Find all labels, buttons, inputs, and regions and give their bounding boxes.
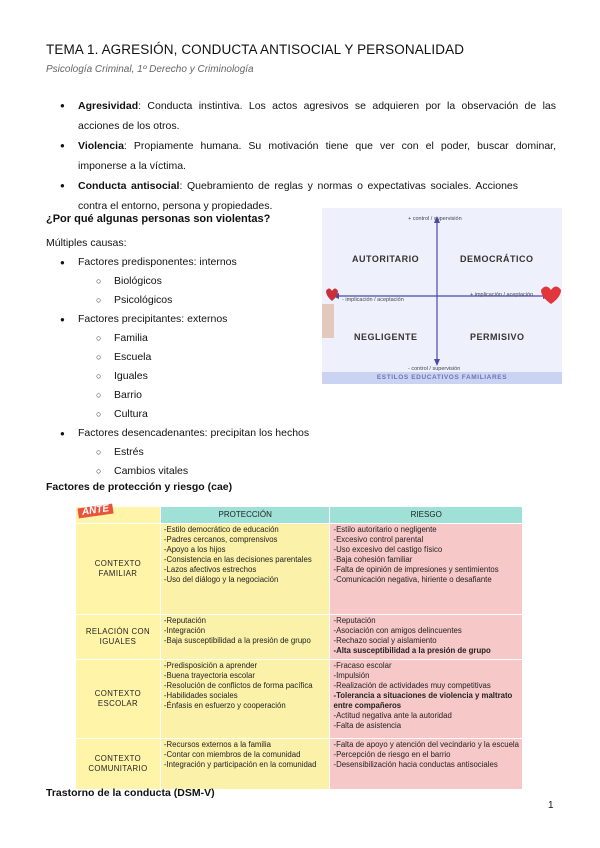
quadrant-democratic: DEMOCRÁTICO bbox=[460, 254, 534, 264]
protection-cell: -Predisposición a aprender -Buena trayectoria escolar -Resolución de conflictos de forma pacífica -Habilidades sociales -Énfasis en esfuerzo y cooperación bbox=[160, 660, 330, 739]
definition-item: ● Violencia: Propiamente humana. Su motivación tiene que ver con el poder, buscar dominar, imponerse a la víctima. bbox=[46, 136, 556, 176]
risk-cell: -Reputación -Asociación con amigos delincuentes -Rechazo social y aislamiento -Alta susceptibilidad a la presión de grupo bbox=[330, 615, 523, 660]
page-subtitle: Psicología Criminal, 1º Derecho y Criminología bbox=[46, 64, 254, 75]
causes-list bbox=[46, 234, 309, 481]
down-arrow-icon bbox=[434, 359, 440, 366]
heart-icon bbox=[541, 287, 561, 305]
risk-cell: -Falta de apoyo y atención del vecindario y la escuela -Percepción de riesgo en el barrio -Desensibilización hacia conductas antisociales bbox=[330, 739, 523, 790]
table-row bbox=[76, 660, 523, 739]
list-subitem: ○ Barrio bbox=[46, 386, 309, 405]
quadrant-permissive: PERMISIVO bbox=[470, 332, 525, 342]
list-item: ● Factores predisponentes: internos bbox=[46, 253, 309, 272]
quadrant-authoritarian: AUTORITARIO bbox=[352, 254, 420, 264]
top-axis-label: + control / supervisión bbox=[408, 216, 462, 222]
definition-item: ● Conducta antisocial: Quebramiento de reglas y normas o expectativas sociales. Acciones contra el entorno, persona y propiedades. bbox=[46, 176, 518, 216]
page-title: TEMA 1. AGRESIÓN, CONDUCTA ANTISOCIAL Y PERSONALIDAD bbox=[46, 42, 465, 57]
corner-stamp: ANTE bbox=[77, 504, 113, 519]
row-header: RELACIÓN CON IGUALES bbox=[76, 615, 161, 660]
protection-cell: -Reputación -Integración -Baja susceptibilidad a la presión de grupo bbox=[160, 615, 330, 660]
right-axis-label: + implicación / aceptación bbox=[470, 292, 534, 298]
list-subitem: ○ Cultura bbox=[46, 405, 309, 424]
left-axis-label: - implicación / aceptación bbox=[342, 297, 404, 303]
quadrant-negligent: NEGLIGENTE bbox=[354, 332, 418, 342]
list-item: ● Factores precipitantes: externos bbox=[46, 310, 309, 329]
list-subitem: ○ Cambios vitales bbox=[46, 462, 309, 481]
protection-cell: -Estilo democrático de educación -Padres cercanos, comprensivos -Apoyo a los hijos -Consistencia en las decisiones parentales -Lazos afectivos estrechos -Uso del diálogo y la negociación bbox=[160, 524, 330, 615]
table-corner bbox=[76, 503, 161, 524]
definition-item: ● Agresividad: Conducta instintiva. Los actos agresivos se adquieren por la observación de las acciones de los otros. bbox=[46, 96, 556, 136]
risk-cell: -Estilo autoritario o negligente -Excesivo control parental -Uso excesivo del castigo físico -Baja cohesión familiar -Falta de opinión de impresiones y sentimientos -Comunicación negativa, hiriente o desafiante bbox=[330, 524, 523, 615]
list-subitem: ○ Psicológicos bbox=[46, 291, 309, 310]
row-header: CONTEXTO ESCOLAR bbox=[76, 660, 161, 739]
table-row bbox=[76, 739, 523, 790]
column-header-protection: PROTECCIÓN bbox=[160, 507, 330, 524]
page-number: 1 bbox=[548, 800, 554, 811]
definitions-list bbox=[46, 96, 556, 216]
parenting-styles-diagram bbox=[322, 208, 562, 384]
table-row bbox=[76, 615, 523, 660]
list-subitem: ○ Estrés bbox=[46, 443, 309, 462]
row-header: CONTEXTO COMUNITARIO bbox=[76, 739, 161, 790]
causes-intro: Múltiples causas: bbox=[46, 237, 127, 249]
next-section-heading: Trastorno de la conducta (DSM-V) bbox=[46, 787, 215, 799]
table-row bbox=[76, 524, 523, 615]
protection-cell: -Recursos externos a la familia -Contar con miembros de la comunidad -Integración y participación en la comunidad bbox=[160, 739, 330, 790]
table-header-row bbox=[76, 507, 523, 524]
factors-table bbox=[75, 503, 523, 790]
hand-graphic bbox=[322, 304, 334, 338]
factors-heading: Factores de protección y riesgo (cae) bbox=[46, 481, 233, 493]
list-subitem: ○ Biológicos bbox=[46, 272, 309, 291]
list-item: ● Factores desencadenantes: precipitan los hechos bbox=[46, 424, 309, 443]
row-header: CONTEXTO FAMILIAR bbox=[76, 524, 161, 615]
bottom-axis-label: - control / supervisión bbox=[408, 366, 461, 372]
diagram-banner: ESTILOS EDUCATIVOS FAMILIARES bbox=[322, 372, 562, 384]
list-subitem: ○ Familia bbox=[46, 329, 309, 348]
list-subitem: ○ Escuela bbox=[46, 348, 309, 367]
column-header-risk: RIESGO bbox=[330, 507, 523, 524]
broken-heart-icon bbox=[326, 289, 338, 302]
risk-cell: -Fracaso escolar -Impulsión -Realización de actividades muy competitivas -Tolerancia a situaciones de violencia y maltrato entre compañeros -Actitud negativa ante la autoridad -Falta de asistencia bbox=[330, 660, 523, 739]
list-subitem: ○ Iguales bbox=[46, 367, 309, 386]
section-heading: ¿Por qué algunas personas son violentas? bbox=[46, 213, 271, 225]
